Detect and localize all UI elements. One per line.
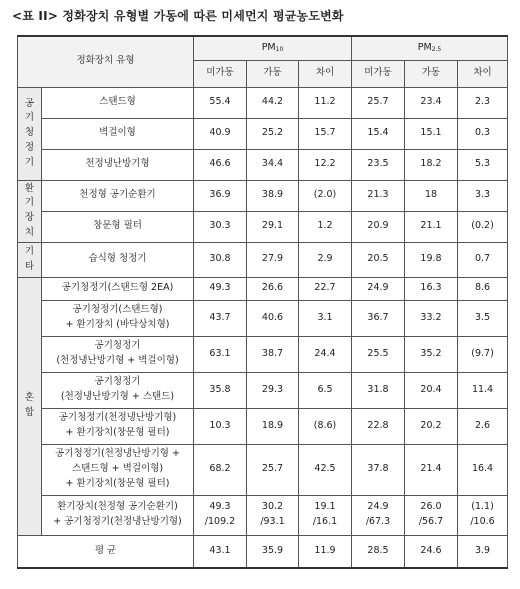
- table-row: [18, 242, 508, 277]
- cell-value: 20.4: [405, 372, 458, 408]
- average-row: [18, 535, 508, 568]
- cell-value: 49.3 /109.2: [194, 495, 247, 535]
- cell-value: 31.8: [352, 372, 405, 408]
- row-name: 환기장치(천정형 공기순환기) + 공기청정기(천정냉난방기형): [42, 495, 194, 535]
- cell-value: 8.6: [458, 277, 508, 300]
- cell-value: 19.1 /16.1: [299, 495, 352, 535]
- group-label-char: 합: [24, 407, 35, 418]
- cell-value: 22.8: [352, 408, 405, 444]
- row-name: 습식형 청정기: [42, 242, 194, 277]
- cell-value: 6.5: [299, 372, 352, 408]
- header-pm25-diff: 차이: [458, 60, 508, 87]
- cell-value: 25.7: [352, 87, 405, 118]
- cell-value: 35.8: [194, 372, 247, 408]
- group-label-char: 기: [24, 197, 35, 209]
- cell-value: 5.3: [458, 149, 508, 180]
- table-row: [18, 495, 508, 535]
- header-pm25: $PM_{2.5}$: [352, 36, 508, 60]
- group-label-char: 공: [24, 97, 35, 109]
- cell-value: (8.6): [299, 408, 352, 444]
- cell-value: 2.6: [458, 408, 508, 444]
- cell-value: 16.4: [458, 444, 508, 495]
- cell-value: 36.7: [352, 300, 405, 336]
- cell-value: (0.2): [458, 211, 508, 242]
- header-pm25-on: 가동: [405, 60, 458, 87]
- group-label-char: 청: [24, 127, 35, 139]
- average-label: 평 균: [18, 535, 194, 568]
- cell-value: (9.7): [458, 336, 508, 372]
- cell-value: 20.9: [352, 211, 405, 242]
- table-row: [18, 180, 508, 211]
- cell-value: 49.3: [194, 277, 247, 300]
- table-row: [18, 149, 508, 180]
- table-row: [18, 300, 508, 336]
- cell-value: 43.1: [194, 535, 247, 568]
- cell-value: 68.2: [194, 444, 247, 495]
- header-pm10-diff: 차이: [299, 60, 352, 87]
- cell-value: 24.9 /67.3: [352, 495, 405, 535]
- cell-value: 27.9: [247, 242, 299, 277]
- group-label-char: 기: [24, 245, 35, 257]
- cell-value: 3.9: [458, 535, 508, 568]
- group-label-char: 치: [24, 226, 35, 238]
- cell-value: 21.1: [405, 211, 458, 242]
- cell-value: 18.2: [405, 149, 458, 180]
- cell-value: 33.2: [405, 300, 458, 336]
- row-name: 스탠드형: [42, 87, 194, 118]
- table-title: <표 II> 정화장치 유형별 가동에 따른 미세먼지 평균농도변화: [12, 9, 344, 23]
- cell-value: 35.9: [247, 535, 299, 568]
- cell-value: 21.3: [352, 180, 405, 211]
- group-label-ventilator: [18, 180, 42, 242]
- group-label-char: 혼: [24, 392, 35, 404]
- cell-value: 3.3: [458, 180, 508, 211]
- cell-value: 24.4: [299, 336, 352, 372]
- cell-value: 44.2: [247, 87, 299, 118]
- cell-value: 11.4: [458, 372, 508, 408]
- cell-value: 24.9: [352, 277, 405, 300]
- cell-value: 11.9: [299, 535, 352, 568]
- cell-value: 21.4: [405, 444, 458, 495]
- table-row: [18, 118, 508, 149]
- cell-value: 3.5: [458, 300, 508, 336]
- cell-value: 0.7: [458, 242, 508, 277]
- cell-value: 55.4: [194, 87, 247, 118]
- row-name: 천정냉난방기형: [42, 149, 194, 180]
- row-name: 천정형 공기순환기: [42, 180, 194, 211]
- cell-value: 18.9: [247, 408, 299, 444]
- table-row: [18, 336, 508, 372]
- cell-value: 24.6: [405, 535, 458, 568]
- header-pm10: $PM_{10}$: [194, 36, 352, 60]
- row-name: 공기청정기(스탠드형 2EA): [42, 277, 194, 300]
- cell-value: 12.2: [299, 149, 352, 180]
- cell-value: 20.5: [352, 242, 405, 277]
- cell-value: 2.3: [458, 87, 508, 118]
- group-label-char: 정: [24, 141, 35, 153]
- cell-value: 26.6: [247, 277, 299, 300]
- table-row: [18, 87, 508, 118]
- group-label-char: 기: [24, 156, 35, 168]
- cell-value: 1.2: [299, 211, 352, 242]
- cell-value: 63.1: [194, 336, 247, 372]
- group-label-char: 환: [24, 182, 35, 194]
- cell-value: 28.5: [352, 535, 405, 568]
- table-row: [18, 372, 508, 408]
- cell-value: 38.7: [247, 336, 299, 372]
- table-row: [18, 211, 508, 242]
- header-type: 정화장치 유형: [18, 36, 194, 87]
- cell-value: 3.1: [299, 300, 352, 336]
- group-label-air-purifier: [18, 87, 42, 180]
- row-name: 공기청정기(천정냉난방기형 + 스탠드형 + 벽걸이형) + 환기장치(창문형 필터): [42, 444, 194, 495]
- header-pm10-off: 미가동: [194, 60, 247, 87]
- cell-value: 34.4: [247, 149, 299, 180]
- cell-value: 40.6: [247, 300, 299, 336]
- row-name: 공기청정기 (천정냉난방기형 + 벽걸이형): [42, 336, 194, 372]
- cell-value: 19.8: [405, 242, 458, 277]
- cell-value: 36.9: [194, 180, 247, 211]
- cell-value: 2.9: [299, 242, 352, 277]
- row-name: 벽걸이형: [42, 118, 194, 149]
- cell-value: 46.6: [194, 149, 247, 180]
- cell-value: 40.9: [194, 118, 247, 149]
- pm-concentration-table: [17, 35, 508, 569]
- cell-value: 0.3: [458, 118, 508, 149]
- cell-value: 43.7: [194, 300, 247, 336]
- cell-value: (2.0): [299, 180, 352, 211]
- cell-value: (1.1) /10.6: [458, 495, 508, 535]
- cell-value: 18: [405, 180, 458, 211]
- cell-value: 35.2: [405, 336, 458, 372]
- header-pm10-on: 가동: [247, 60, 299, 87]
- cell-value: 25.2: [247, 118, 299, 149]
- row-name: 공기청정기 (천정냉난방기형 + 스탠드): [42, 372, 194, 408]
- group-label-char: 기: [24, 112, 35, 124]
- group-label-mixed: [18, 277, 42, 535]
- table-row: [18, 277, 508, 300]
- group-label-char: 타: [24, 260, 35, 272]
- cell-value: 25.5: [352, 336, 405, 372]
- group-label-other: [18, 242, 42, 277]
- cell-value: 37.8: [352, 444, 405, 495]
- cell-value: 26.0 /56.7: [405, 495, 458, 535]
- cell-value: 23.4: [405, 87, 458, 118]
- header-pm25-off: 미가동: [352, 60, 405, 87]
- cell-value: 29.3: [247, 372, 299, 408]
- cell-value: 10.3: [194, 408, 247, 444]
- cell-value: 15.4: [352, 118, 405, 149]
- cell-value: 20.2: [405, 408, 458, 444]
- cell-value: 15.1: [405, 118, 458, 149]
- cell-value: 22.7: [299, 277, 352, 300]
- row-name: 창문형 필터: [42, 211, 194, 242]
- table-row: [18, 444, 508, 495]
- cell-value: 30.8: [194, 242, 247, 277]
- cell-value: 38.9: [247, 180, 299, 211]
- table-row: [18, 408, 508, 444]
- row-name: 공기청정기(천정냉난방기형) + 환기장치(창문형 필터): [42, 408, 194, 444]
- cell-value: 42.5: [299, 444, 352, 495]
- cell-value: 15.7: [299, 118, 352, 149]
- cell-value: 30.2 /93.1: [247, 495, 299, 535]
- cell-value: 23.5: [352, 149, 405, 180]
- row-name: 공기청정기(스탠드형) + 환기장치 (바닥상치형): [42, 300, 194, 336]
- cell-value: 16.3: [405, 277, 458, 300]
- cell-value: 25.7: [247, 444, 299, 495]
- cell-value: 11.2: [299, 87, 352, 118]
- cell-value: 30.3: [194, 211, 247, 242]
- cell-value: 29.1: [247, 211, 299, 242]
- group-label-char: 장: [24, 212, 35, 223]
